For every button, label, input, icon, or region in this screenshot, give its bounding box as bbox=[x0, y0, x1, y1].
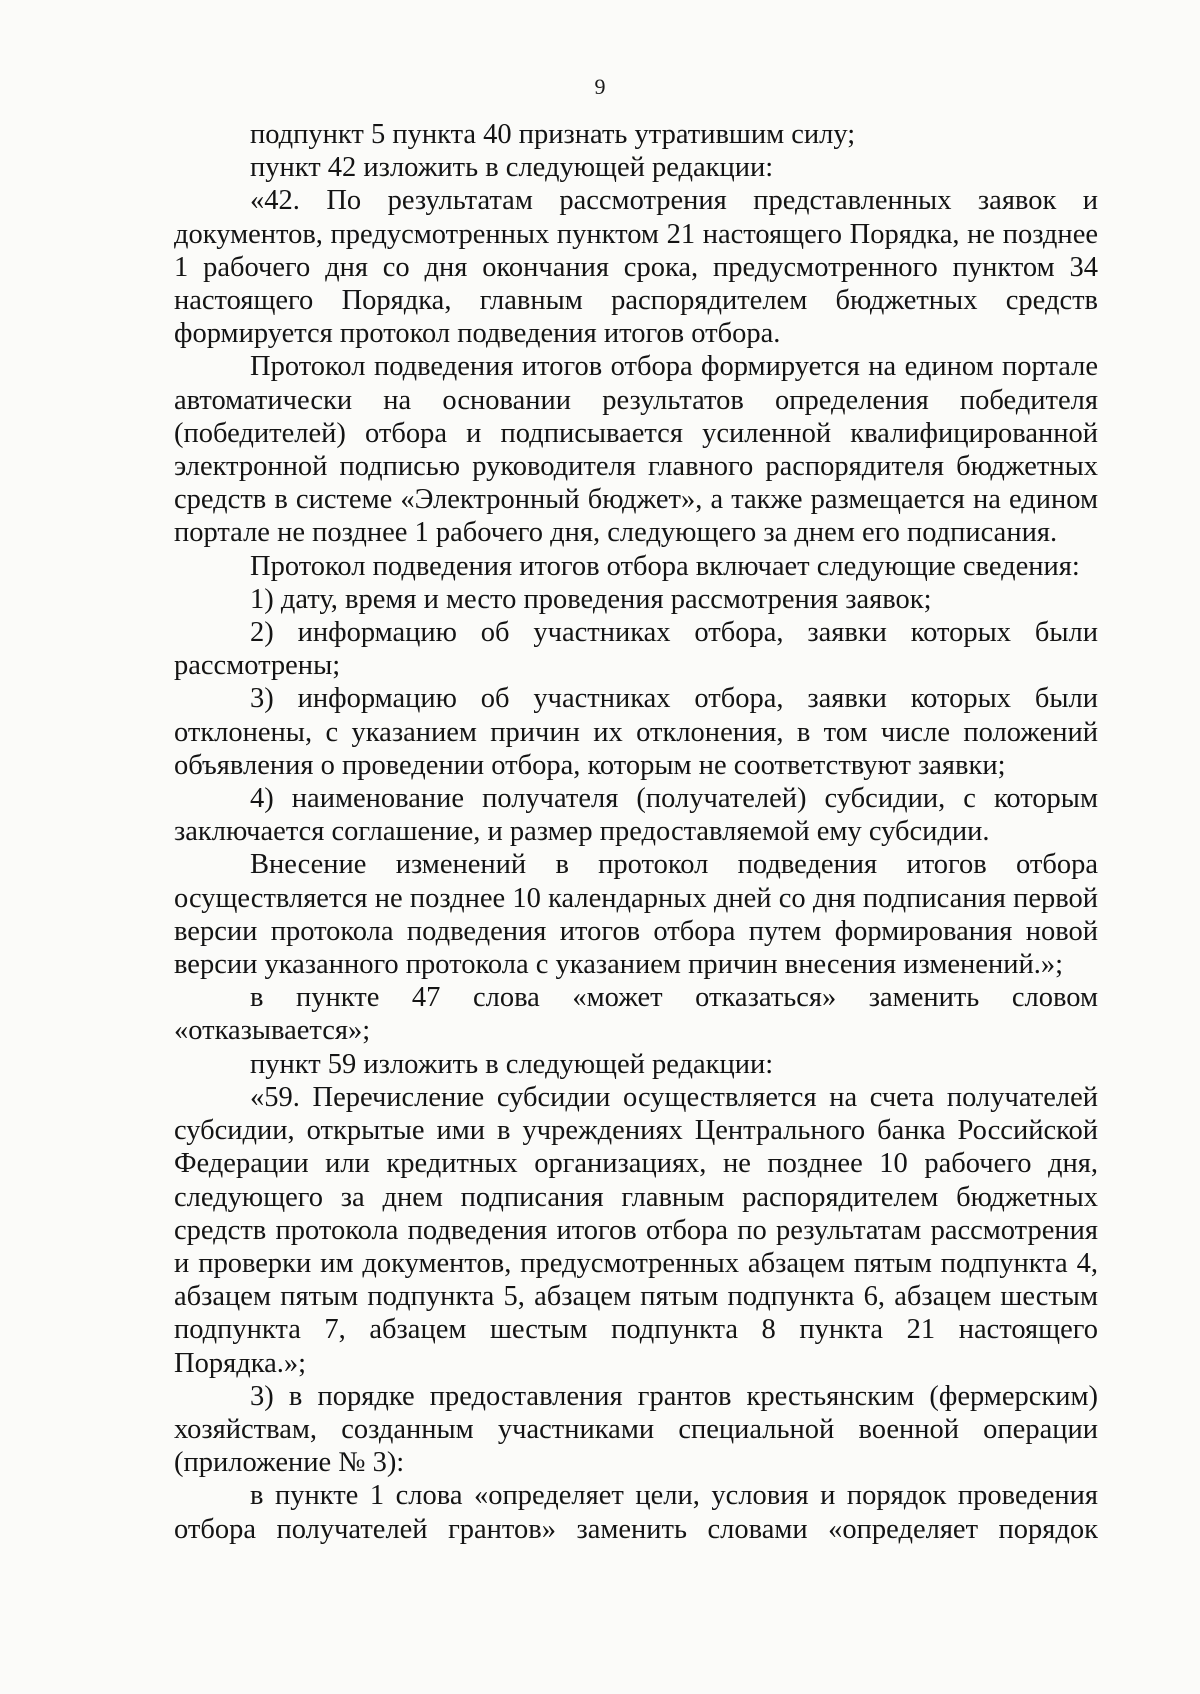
paragraph-protocol-changes: Внесение изменений в протокол подведения итогов отбора осуществляется не позднее 10 календарных дней со дня подписания первой версии протокола подведения итогов отбора путем формирования новой версии указанного протокола с указанием причин внесения изменений.»; bbox=[174, 849, 1098, 981]
paragraph-protocol-formation: Протокол подведения итогов отбора формируется на едином портале автоматически на основании результатов определения победителя (победителей) отбора и подписывается усиленной квалифицированной электронной подписью руководителя главного распорядителя бюджетных средств в системе «Электронный бюджет», а также размещается на едином портале не позднее 1 рабочего дня, следующего за днем его подписания. bbox=[174, 351, 1098, 549]
paragraph-protocol-contents: Протокол подведения итогов отбора включает следующие сведения: bbox=[250, 550, 1080, 582]
list-item-2: 2) информацию об участниках отбора, заявки которых были рассмотрены; bbox=[174, 617, 1098, 682]
list-item-4: 4) наименование получателя (получателей) субсидии, с которым заключается соглашение, и размер предоставляемой ему субсидии. bbox=[174, 783, 1098, 848]
list-item-1: 1) дату, время и место проведения рассмотрения заявок; bbox=[250, 583, 932, 615]
page-number: 9 bbox=[594, 74, 606, 99]
document-body bbox=[174, 118, 1098, 1546]
paragraph-point-59-text: «59. Перечисление субсидии осуществляется на счета получателей субсидии, открытые ими в учреждениях Центрального банка Российской Федерации или кредитных организациях, не позднее 10 рабочего дня, следующего за днем подписания главным распорядителем бюджетных средств протокола подведения итогов отбора по результатам рассмотрения и проверки им документов, предусмотренных абзацем пятым подпункта 4, абзацем пятым подпункта 5, абзацем пятым подпункта 6, абзацем шестым подпункта 7, абзацем шестым подпункта 8 пункта 21 настоящего Порядка.»; bbox=[174, 1081, 1098, 1379]
list-item-3: 3) информацию об участниках отбора, заявки которых были отклонены, с указанием причин их отклонения, в том числе положений объявления о проведении отбора, которым не соответствуют заявки; bbox=[174, 683, 1098, 781]
paragraph-point-47: в пункте 47 слова «может отказаться» заменить словом «отказывается»; bbox=[174, 982, 1098, 1047]
paragraph-point-42-intro: пункт 42 изложить в следующей редакции: bbox=[250, 152, 774, 184]
paragraph-appendix-3: 3) в порядке предоставления грантов крестьянским (фермерским) хозяйствам, созданным участниками специальной военной операции (приложение № 3): bbox=[174, 1380, 1098, 1479]
paragraph-point-42-text: «42. По результатам рассмотрения представленных заявок и документов, предусмотренных пунктом 21 настоящего Порядка, не позднее 1 рабочего дня со дня окончания срока, предусмотренного пунктом 34 настоящего Порядка, главным распорядителем бюджетных средств формируется протокол подведения итогов отбора. bbox=[174, 185, 1098, 350]
paragraph-point-1: в пункте 1 слова «определяет цели, условия и порядок проведения отбора получателей грантов» заменить словами «определяет порядок bbox=[174, 1480, 1098, 1545]
paragraph-point-59-intro: пункт 59 изложить в следующей редакции: bbox=[250, 1048, 774, 1080]
paragraph-subpoint-5-point-40: подпункт 5 пункта 40 признать утратившим силу; bbox=[250, 119, 856, 150]
